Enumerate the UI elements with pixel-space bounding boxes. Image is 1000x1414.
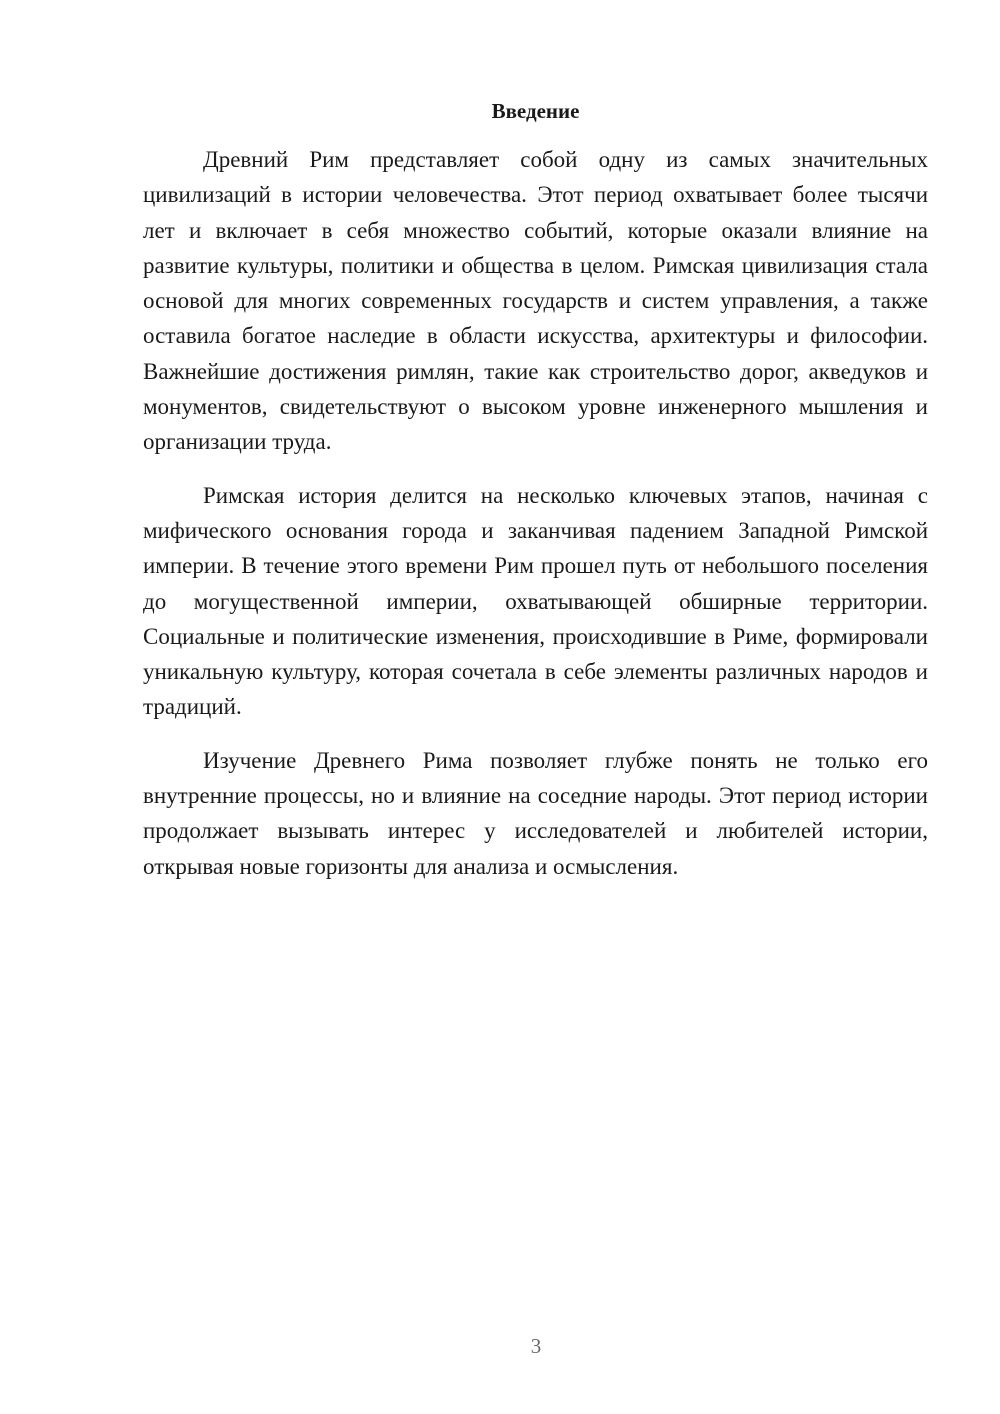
paragraph-2: Римская история делится на несколько ключевых этапов, начиная с мифического основания города и заканчивая падением Западной Римской империи. В течение этого времени Рим прошел путь от небольшого поселения до могущественной империи, охватывающей обширные территории. Социальные и политические изменения, происходившие в Риме, формировали уникальную культуру, которая сочетала в себе элементы различных народов и традиций. [143,482,928,720]
page-number: 3 [530,1334,542,1358]
paragraph-3: Изучение Древнего Рима позволяет глубже понять не только его внутренние процессы, но и влияние на соседние народы. Этот период истории продолжает вызывать интерес у исследователей и любителей истории, открывая новые горизонты для анализа и осмысления. [143,747,928,879]
paragraph-1: Древний Рим представляет собой одну из самых значительных цивилизаций в истории человечества. Этот период охватывает более тысячи лет и включает в себя множество событий, которые оказали влияние на развитие культуры, политики и общества в целом. Римская цивилизация стала основой для многих современных государств и систем управления, а также оставила богатое наследие в области искусства, архитектуры и философии. Важнейшие достижения римлян, такие как строительство дорог, акведуков и монументов, свидетельствуют о высоком уровне инженерного мышления и организации труда. [143,147,928,455]
body-text [143,142,928,902]
section-heading: Введение [491,99,580,123]
